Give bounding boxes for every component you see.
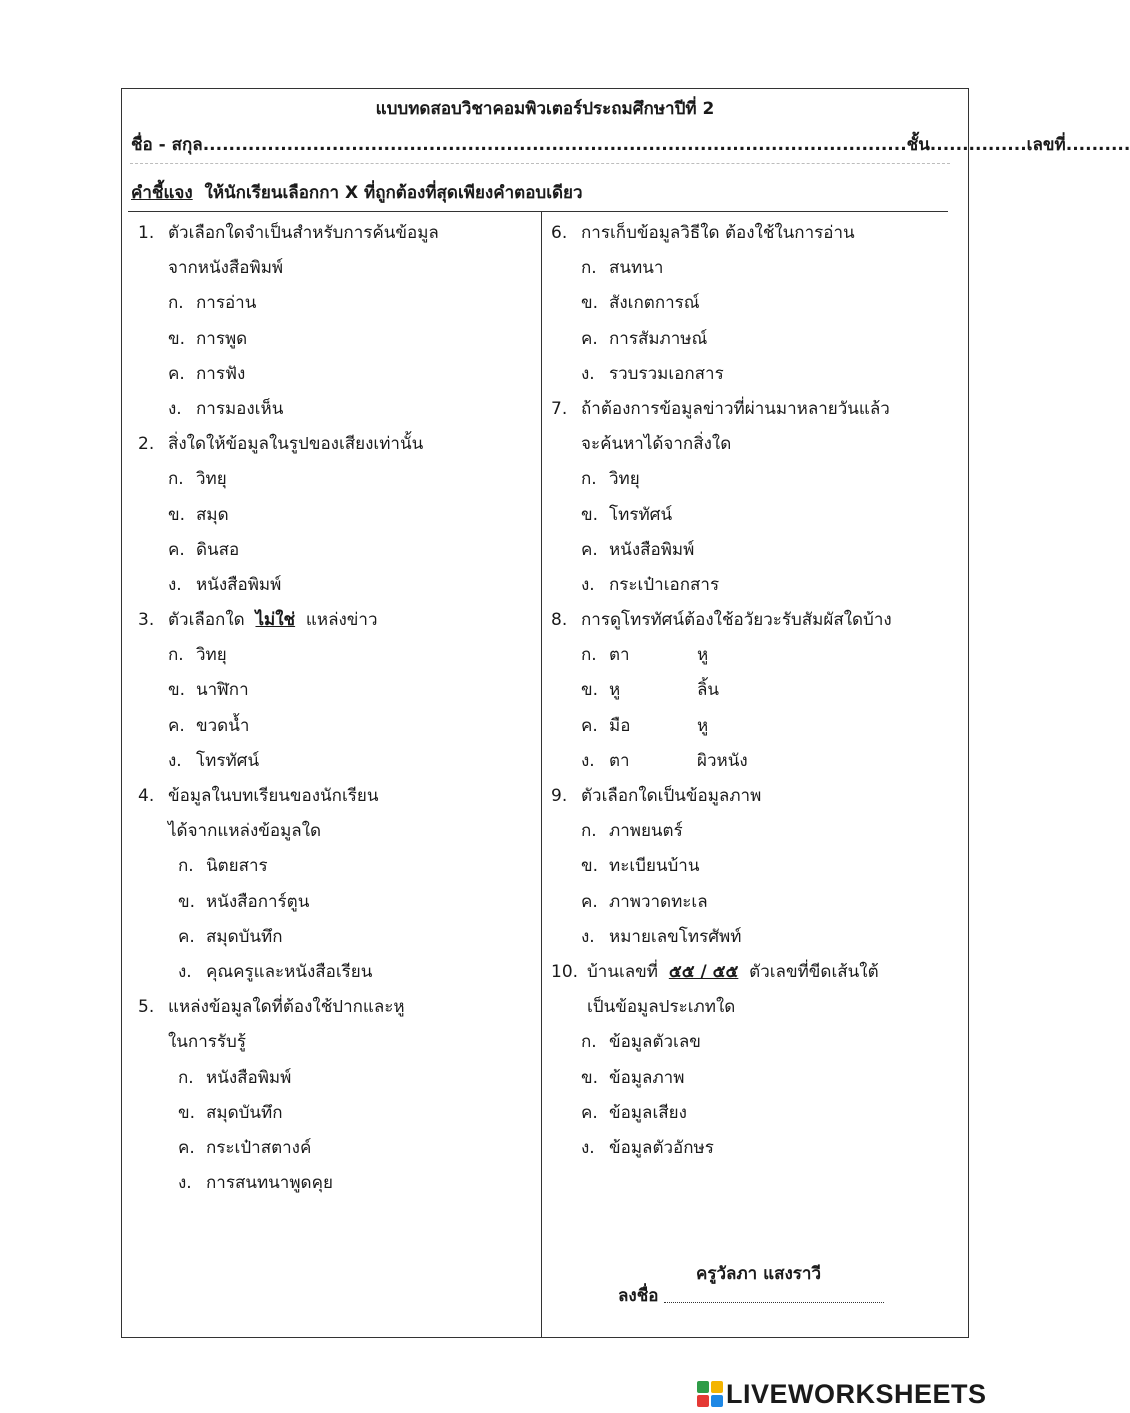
instruction-text: ให้นักเรียนเลือกกา X ที่ถูกต้องที่สุดเพียงคำตอบเดียว	[204, 183, 583, 203]
emphasis-not: ไม่ใช่	[255, 610, 296, 631]
option-d[interactable]: ง. โทรทัศน์	[168, 750, 260, 771]
question-text: ตัวเลือกใด	[168, 610, 245, 631]
option-d[interactable]: ง. รวบรวมเอกสาร	[581, 363, 724, 384]
question-text-continued: ได้จากแหล่งข้อมูลใด	[168, 821, 322, 842]
instruction-label: คำชี้แจง	[131, 183, 193, 203]
option-d[interactable]: ง. การสนทนาพูดคุย	[178, 1173, 333, 1194]
option-d[interactable]: ง. หนังสือพิมพ์	[168, 574, 282, 595]
question-3: 3. ตัวเลือกใด ไม่ใช่ แหล่งข่าว	[138, 603, 538, 638]
question-number: 3.	[138, 610, 155, 631]
question-number: 5.	[138, 997, 155, 1018]
option-b[interactable]: ข. หู ลิ้น	[581, 680, 720, 701]
dashed-divider	[130, 163, 950, 164]
liveworksheets-brand[interactable]	[697, 1379, 987, 1409]
option-d[interactable]: ง. กระเป๋าเอกสาร	[581, 574, 720, 595]
option-c[interactable]: ค. ภาพวาดทะเล	[581, 891, 708, 912]
question-number: 2.	[138, 434, 155, 455]
option-c[interactable]: ค. กระเป๋าสตางค์	[178, 1137, 312, 1158]
option-c[interactable]: ค. สมุดบันทึก	[178, 926, 283, 947]
option-c[interactable]: ค. ข้อมูลเสียง	[581, 1102, 687, 1123]
right-column	[551, 216, 961, 1166]
question-number: 4.	[138, 786, 155, 806]
option-c[interactable]: ค. ขวดน้ำ	[168, 715, 250, 736]
column-divider	[541, 212, 542, 1337]
question-text: แหล่งข้อมูลใดที่ต้องใช้ปากและหู	[168, 997, 405, 1018]
question-text: การเก็บข้อมูลวิธีใด ต้องใช้ในการอ่าน	[581, 223, 855, 243]
question-8	[551, 603, 961, 638]
question-10: 10. บ้านเลขที่ ๕๕ / ๕๕ ตัวเลขที่ขีดเส้นใต้	[551, 955, 961, 990]
question-5	[138, 990, 538, 1025]
option-b[interactable]: ข. การพูด	[168, 328, 248, 349]
underlined-number: ๕๕ / ๕๕	[668, 961, 739, 982]
worksheet-frame	[121, 88, 1130, 1338]
option-c[interactable]: ค. หนังสือพิมพ์	[581, 539, 695, 560]
option-c[interactable]: ค. การสัมภาษณ์	[581, 328, 708, 349]
question-text-continued: ในการรับรู้	[168, 1032, 246, 1053]
liveworksheets-logo-icon	[697, 1381, 723, 1407]
worksheet-title: แบบทดสอบวิชาคอมพิวเตอร์ประถมศึกษาปีที่ 2	[375, 99, 715, 119]
option-b[interactable]: ข. สังเกตการณ์	[581, 293, 700, 314]
question-1	[138, 216, 538, 251]
option-d[interactable]: ง. ข้อมูลตัวอักษร	[581, 1137, 714, 1158]
option-a[interactable]: ก. การอ่าน	[168, 293, 257, 314]
option-b[interactable]: ข. สมุด	[168, 504, 229, 525]
option-a[interactable]: ก. ตา หู	[581, 645, 709, 666]
question-9	[551, 779, 961, 814]
option-a[interactable]: ก. สนทนา	[581, 258, 664, 279]
option-d[interactable]: ง. หมายเลขโทรศัพท์	[581, 926, 742, 947]
question-text: ตัวเลือกใดจำเป็นสำหรับการค้นข้อมูล	[168, 223, 439, 243]
question-number: 8.	[551, 610, 568, 631]
teacher-name: ครูวัลภา แสงราวี	[696, 1264, 821, 1284]
signature-dotted-line	[664, 1302, 884, 1303]
left-column	[138, 216, 538, 1201]
option-a[interactable]: ก. ข้อมูลตัวเลข	[581, 1032, 701, 1053]
option-b[interactable]: ข. โทรทัศน์	[581, 504, 673, 525]
option-b[interactable]: ข. ทะเบียนบ้าน	[581, 856, 700, 877]
question-text: สิ่งใดให้ข้อมูลในรูปของเสียงเท่านั้น	[168, 434, 424, 455]
question-text: ข้อมูลในบทเรียนของนักเรียน	[168, 786, 379, 806]
option-a[interactable]: ก. นิตยสาร	[178, 856, 268, 877]
name-class-number-line: ชื่อ - สกุล.............................................................................................................ชั้น...............เลขที่..........	[131, 135, 1130, 155]
question-text: การดูโทรทัศน์ต้องใช้อวัยวะรับสัมผัสใดบ้าง	[581, 610, 892, 631]
option-c[interactable]: ค. มือ หู	[581, 715, 709, 736]
question-text: ถ้าต้องการข้อมูลข่าวที่ผ่านมาหลายวันแล้ว	[581, 398, 890, 419]
question-number: 7.	[551, 398, 568, 419]
question-text: บ้านเลขที่	[587, 961, 659, 982]
option-a[interactable]: ก. วิทยุ	[168, 469, 227, 490]
option-b[interactable]: ข. สมุดบันทึก	[178, 1102, 283, 1123]
option-a[interactable]: ก. หนังสือพิมพ์	[178, 1067, 292, 1088]
option-b[interactable]: ข. นาฬิกา	[168, 680, 249, 701]
question-2	[138, 427, 538, 462]
option-c[interactable]: ค. ดินสอ	[168, 539, 240, 560]
option-b[interactable]: ข. หนังสือการ์ตูน	[178, 891, 310, 912]
instruction	[131, 179, 583, 206]
question-number: 1.	[138, 223, 155, 243]
question-number: 9.	[551, 786, 568, 806]
option-c[interactable]: ค. การฟัง	[168, 363, 246, 384]
option-a[interactable]: ก. วิทยุ	[168, 645, 227, 666]
question-number: 6.	[551, 223, 568, 243]
option-a[interactable]: ก. ภาพยนตร์	[581, 821, 683, 842]
brand-text: LIVEWORKSHEETS	[726, 1378, 987, 1409]
option-d[interactable]: ง. การมองเห็น	[168, 398, 284, 419]
question-number: 10.	[551, 961, 579, 982]
option-a[interactable]: ก. วิทยุ	[581, 469, 640, 490]
sign-label: ลงชื่อ	[618, 1286, 659, 1306]
question-4	[138, 779, 538, 814]
table-top-border	[128, 211, 948, 212]
question-6	[551, 216, 961, 251]
question-text-continued: จากหนังสือพิมพ์	[168, 258, 284, 279]
option-d[interactable]: ง. ตา ผิวหนัง	[581, 750, 748, 771]
option-d[interactable]: ง. คุณครูและหนังสือเรียน	[178, 961, 373, 982]
option-b[interactable]: ข. ข้อมูลภาพ	[581, 1067, 685, 1088]
question-text: ตัวเลือกใดเป็นข้อมูลภาพ	[581, 786, 762, 806]
question-text-continued: เป็นข้อมูลประเภทใด	[587, 997, 736, 1018]
question-7	[551, 392, 961, 427]
question-text-continued: จะค้นหาได้จากสิ่งใด	[581, 434, 732, 455]
